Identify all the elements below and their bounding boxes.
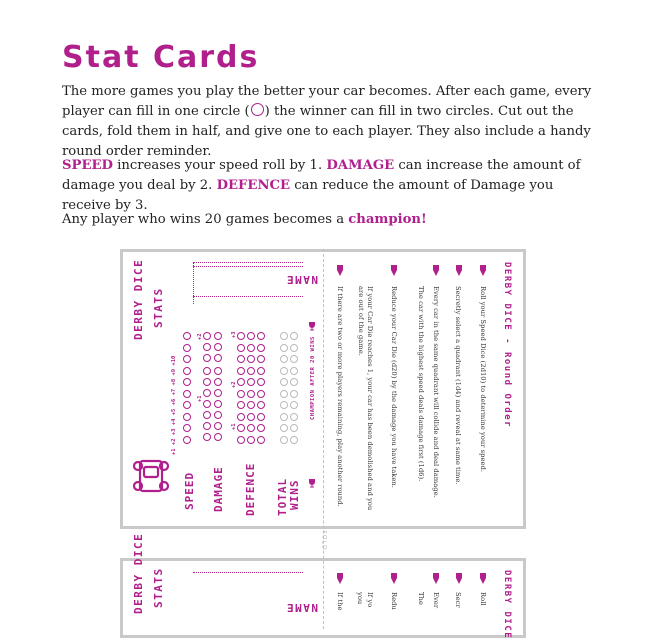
speed-circle[interactable] (183, 401, 191, 409)
defence-circle[interactable] (237, 355, 245, 363)
defence-plus1: +1 (231, 423, 237, 430)
damage-circle[interactable] (214, 400, 222, 408)
defence-circle[interactable] (237, 332, 245, 340)
rule-frag-3: Ever (432, 592, 440, 609)
bullet-icon (480, 578, 486, 584)
win-circle[interactable] (290, 413, 298, 421)
car-icon (132, 455, 170, 497)
defence-circle[interactable] (237, 344, 245, 352)
defence-circle[interactable] (237, 424, 245, 432)
defence-circle[interactable] (257, 332, 265, 340)
damage-plus2: +2 (197, 333, 203, 340)
defence-text: can reduce the amount of Damage you receive by 3. (62, 178, 554, 213)
rule-4: The car with the highest speed deals damage first (1d6). (417, 286, 425, 482)
defence-word: DEFENCE (216, 178, 291, 193)
defence-circle[interactable] (247, 344, 255, 352)
rule-frag-7: you (356, 592, 364, 605)
defence-plus2: +2 (231, 381, 237, 388)
damage-circle[interactable] (203, 332, 211, 340)
damage-circle[interactable] (203, 378, 211, 386)
name-line-b (193, 296, 303, 297)
win-circle[interactable] (280, 367, 288, 375)
damage-circle[interactable] (214, 389, 222, 397)
rule-5: Reduce your Car Die (d20) by the damage you have taken. (390, 286, 398, 488)
defence-circle[interactable] (247, 401, 255, 409)
bullet-icon (433, 270, 439, 276)
damage-circle[interactable] (214, 433, 222, 441)
damage-circle[interactable] (203, 422, 211, 430)
name-line-top (193, 262, 303, 263)
damage-circle[interactable] (214, 367, 222, 375)
speed-numbers: +1 +2 +3 +4 +5 +6 +7 +8 +9 +10 (171, 355, 177, 455)
defence-circle[interactable] (257, 355, 265, 363)
defence-circle[interactable] (257, 413, 265, 421)
speed-circle[interactable] (183, 436, 191, 444)
bullet-icon (456, 578, 462, 584)
win-circle[interactable] (280, 355, 288, 363)
defence-circle[interactable] (257, 401, 265, 409)
damage-circle[interactable] (203, 367, 211, 375)
stats-title-1: DERBY DICE (132, 258, 145, 340)
damage-word: DAMAGE (326, 158, 395, 173)
rule-3: Every car in the same quadrant will collide and deal damage. (432, 286, 440, 498)
defence-circle[interactable] (247, 332, 255, 340)
bullet-icon (391, 270, 397, 276)
win-circle[interactable] (290, 390, 298, 398)
round-order-title-card2: DERBY DICE (502, 570, 512, 639)
intro-text: The more games you play the better your car becomes. After each game, every player can fill in one circle ( (62, 84, 592, 119)
speed-text: increases your speed roll by 1. (112, 158, 327, 173)
damage-circle[interactable] (214, 411, 222, 419)
total-label-2: WINS (288, 479, 301, 510)
champ-word: champion! (348, 212, 427, 227)
name-label: NAME (285, 273, 318, 286)
damage-circle[interactable] (203, 354, 211, 362)
speed-word: SPEED (62, 158, 113, 173)
speed-circle[interactable] (183, 344, 191, 352)
damage-circle[interactable] (214, 422, 222, 430)
win-circle[interactable] (280, 390, 288, 398)
defence-label: DEFENCE (244, 462, 257, 516)
rule-frag-2: Secr (454, 592, 462, 608)
win-circle[interactable] (290, 355, 298, 363)
win-circle[interactable] (290, 436, 298, 444)
bullet-icon (391, 578, 397, 584)
damage-circle[interactable] (203, 389, 211, 397)
defence-circle[interactable] (247, 355, 255, 363)
name-line-card2 (193, 572, 303, 573)
defence-circle[interactable] (237, 413, 245, 421)
win-circle[interactable] (280, 436, 288, 444)
win-circle[interactable] (280, 413, 288, 421)
rule-frag-8: If the (336, 592, 344, 611)
trophy-icon (307, 321, 317, 331)
win-circle[interactable] (290, 367, 298, 375)
speed-circle[interactable] (183, 332, 191, 340)
defence-circle[interactable] (247, 424, 255, 432)
bullet-icon (337, 270, 343, 276)
speed-circle[interactable] (183, 413, 191, 421)
name-label-card2: NAME (285, 601, 318, 614)
speed-label: SPEED (183, 471, 196, 510)
bullet-icon (433, 578, 439, 584)
damage-circle[interactable] (203, 411, 211, 419)
win-circle[interactable] (280, 424, 288, 432)
defence-circle[interactable] (247, 413, 255, 421)
rule-frag-5: Redu (390, 592, 398, 610)
defence-circle[interactable] (257, 344, 265, 352)
intro-text-after: ) the winner can fill in two circles. Cut out the cards, fold them in half, and give one to each player. They also include a handy round order reminder. (62, 104, 591, 159)
champion-note: CHAMPION AFTER 20 WINS (310, 336, 316, 420)
rule-frag-1: Roll (479, 592, 487, 606)
name-line-a (193, 266, 303, 267)
rule-frag-4: The (417, 592, 425, 605)
circle-icon (251, 103, 264, 116)
champ-text: Any player who wins 20 games becomes a (62, 212, 349, 227)
win-circle[interactable] (280, 401, 288, 409)
fold-line (323, 249, 324, 629)
win-circle[interactable] (290, 424, 298, 432)
name-line-1 (193, 262, 194, 304)
damage-circle[interactable] (203, 343, 211, 351)
win-circle[interactable] (290, 401, 298, 409)
win-circle[interactable] (290, 378, 298, 386)
defence-circle[interactable] (247, 390, 255, 398)
win-circle[interactable] (280, 378, 288, 386)
stats-title-1-card2: DERBY DICE (132, 532, 145, 614)
page-title: Stat Cards (62, 40, 260, 75)
defence-circle[interactable] (257, 424, 265, 432)
speed-circle[interactable] (183, 378, 191, 386)
intro-paragraph (62, 82, 592, 162)
speed-circle[interactable] (183, 367, 191, 375)
damage-circle[interactable] (214, 332, 222, 340)
defence-circle[interactable] (257, 390, 265, 398)
damage-label: DAMAGE (212, 466, 225, 512)
damage-circle[interactable] (214, 343, 222, 351)
win-circle[interactable] (280, 332, 288, 340)
total-label-1: TOTAL (276, 477, 289, 516)
damage-circle[interactable] (214, 378, 222, 386)
trophy-icon (307, 478, 317, 488)
round-order-title: DERBY DICE - Round Order (502, 262, 512, 429)
speed-circle[interactable] (183, 355, 191, 363)
defence-circle[interactable] (257, 436, 265, 444)
defence-plus3: +3 (231, 331, 237, 338)
stats-paragraph (62, 156, 592, 216)
rule-frag-6: If yo (366, 592, 374, 608)
damage-plus1: +1 (197, 395, 203, 402)
stats-title-2: STATS (152, 287, 165, 328)
damage-circle[interactable] (214, 354, 222, 362)
bullet-icon (456, 270, 462, 276)
defence-circle[interactable] (237, 436, 245, 444)
defence-circle[interactable] (247, 436, 255, 444)
defence-circle[interactable] (247, 378, 255, 386)
defence-circle[interactable] (237, 378, 245, 386)
win-circle[interactable] (290, 344, 298, 352)
rule-7: If there are two or more players remaining, play another round. (336, 286, 344, 507)
damage-circle[interactable] (203, 433, 211, 441)
champion-paragraph (62, 210, 592, 230)
defence-circle[interactable] (247, 367, 255, 375)
rule-2: Secretly select a quadrant (1d4) and reveal at same time. (454, 286, 462, 485)
fold-label: FOLD (320, 530, 328, 551)
defence-circle[interactable] (237, 401, 245, 409)
defence-circle[interactable] (257, 367, 265, 375)
bullet-icon (480, 270, 486, 276)
win-circle[interactable] (290, 332, 298, 340)
defence-circle[interactable] (257, 378, 265, 386)
win-circle[interactable] (280, 344, 288, 352)
speed-circle[interactable] (183, 390, 191, 398)
damage-text: can increase the amount of damage you deal by 2. (62, 158, 581, 193)
rule-1: Roll your Speed Dice (2d10) to determine your speed. (479, 286, 487, 473)
rule-6: If your Car Die reaches 1, your car has been demolished and you are out of the game. (357, 286, 374, 511)
damage-circle[interactable] (203, 400, 211, 408)
stats-title-2-card2: STATS (152, 567, 165, 608)
defence-circle[interactable] (237, 390, 245, 398)
bullet-icon (337, 578, 343, 584)
speed-circle[interactable] (183, 424, 191, 432)
defence-circle[interactable] (237, 367, 245, 375)
